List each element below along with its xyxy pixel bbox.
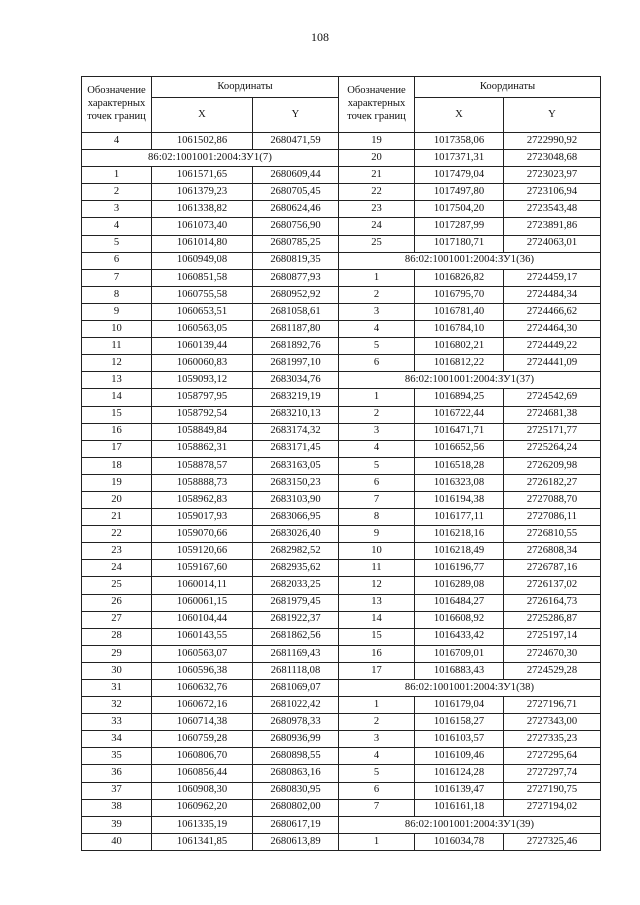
header-y-left: Y <box>253 98 339 133</box>
point-number: 14 <box>82 389 152 406</box>
x-value: 1060672,16 <box>152 697 253 714</box>
x-value: 1058962,83 <box>152 491 253 508</box>
y-value: 2727194,02 <box>504 799 601 816</box>
point-number: 1 <box>339 697 415 714</box>
point-number: 21 <box>339 167 415 184</box>
x-value: 1016139,47 <box>415 782 504 799</box>
point-number: 2 <box>339 714 415 731</box>
x-value: 1060061,15 <box>152 594 253 611</box>
table-row <box>82 440 601 457</box>
table-row <box>82 303 601 320</box>
y-value: 2680785,25 <box>253 235 339 252</box>
y-value: 2724484,34 <box>504 286 601 303</box>
table-row <box>82 372 601 389</box>
y-value: 2726808,34 <box>504 543 601 560</box>
y-value: 2680830,95 <box>253 782 339 799</box>
point-number: 3 <box>339 423 415 440</box>
x-value: 1060653,51 <box>152 303 253 320</box>
x-value: 1060806,70 <box>152 748 253 765</box>
point-number: 13 <box>339 594 415 611</box>
x-value: 1016179,04 <box>415 697 504 714</box>
point-number: 1 <box>339 389 415 406</box>
y-value: 2681922,37 <box>253 611 339 628</box>
y-value: 2725264,24 <box>504 440 601 457</box>
section-label: 86:02:1001001:2004:ЗУ1(37) <box>339 372 601 389</box>
y-value: 2683026,40 <box>253 526 339 543</box>
x-value: 1060563,07 <box>152 645 253 662</box>
point-number: 20 <box>82 491 152 508</box>
table-row <box>82 509 601 526</box>
y-value: 2681997,10 <box>253 355 339 372</box>
x-value: 1017358,06 <box>415 133 504 150</box>
y-value: 2681058,61 <box>253 303 339 320</box>
point-number: 4 <box>339 440 415 457</box>
point-number: 6 <box>339 355 415 372</box>
x-value: 1017504,20 <box>415 201 504 218</box>
y-value: 2727297,74 <box>504 765 601 782</box>
y-value: 2680617,19 <box>253 816 339 833</box>
y-value: 2681069,07 <box>253 680 339 697</box>
table-row <box>82 799 601 816</box>
x-value: 1060755,58 <box>152 286 253 303</box>
header-coordinates-left: Координаты <box>152 77 339 98</box>
point-number: 21 <box>82 509 152 526</box>
table-row <box>82 201 601 218</box>
y-value: 2683171,45 <box>253 440 339 457</box>
x-value: 1060139,44 <box>152 338 253 355</box>
table-row <box>82 577 601 594</box>
x-value: 1060014,11 <box>152 577 253 594</box>
y-value: 2723048,68 <box>504 150 601 167</box>
y-value: 2725171,77 <box>504 423 601 440</box>
x-value: 1060060,83 <box>152 355 253 372</box>
header-y-right: Y <box>504 98 601 133</box>
table-row <box>82 816 601 833</box>
y-value: 2680802,00 <box>253 799 339 816</box>
point-number: 15 <box>339 628 415 645</box>
point-number: 14 <box>339 611 415 628</box>
point-number: 13 <box>82 372 152 389</box>
y-value: 2680609,44 <box>253 167 339 184</box>
header-designation-left: Обозначение характерных точек границ <box>82 77 152 133</box>
point-number: 17 <box>82 440 152 457</box>
table-row <box>82 748 601 765</box>
x-value: 1017371,31 <box>415 150 504 167</box>
point-number: 6 <box>82 252 152 269</box>
x-value: 1060949,08 <box>152 252 253 269</box>
point-number: 6 <box>339 782 415 799</box>
point-number: 24 <box>339 218 415 235</box>
y-value: 2683066,95 <box>253 509 339 526</box>
y-value: 2681118,08 <box>253 662 339 679</box>
table-row <box>82 491 601 508</box>
x-value: 1061379,23 <box>152 184 253 201</box>
y-value: 2727335,23 <box>504 731 601 748</box>
table-row <box>82 833 601 850</box>
x-value: 1016781,40 <box>415 303 504 320</box>
y-value: 2724464,30 <box>504 321 601 338</box>
y-value: 2682935,62 <box>253 560 339 577</box>
point-number: 7 <box>339 799 415 816</box>
x-value: 1016218,16 <box>415 526 504 543</box>
y-value: 2681187,80 <box>253 321 339 338</box>
y-value: 2724466,62 <box>504 303 601 320</box>
table-row <box>82 645 601 662</box>
x-value: 1060104,44 <box>152 611 253 628</box>
point-number: 12 <box>82 355 152 372</box>
point-number: 8 <box>339 509 415 526</box>
header-coordinates-right: Координаты <box>415 77 601 98</box>
x-value: 1017287,99 <box>415 218 504 235</box>
y-value: 2723891,86 <box>504 218 601 235</box>
x-value: 1016177,11 <box>415 509 504 526</box>
point-number: 7 <box>82 269 152 286</box>
header-x-left: X <box>152 98 253 133</box>
point-number: 3 <box>339 731 415 748</box>
x-value: 1061338,82 <box>152 201 253 218</box>
point-number: 18 <box>82 457 152 474</box>
point-number: 25 <box>82 577 152 594</box>
y-value: 2724681,38 <box>504 406 601 423</box>
table-row <box>82 150 601 167</box>
x-value: 1060908,30 <box>152 782 253 799</box>
table-row <box>82 765 601 782</box>
y-value: 2681892,76 <box>253 338 339 355</box>
point-number: 8 <box>82 286 152 303</box>
x-value: 1016161,18 <box>415 799 504 816</box>
y-value: 2681979,45 <box>253 594 339 611</box>
y-value: 2723543,48 <box>504 201 601 218</box>
x-value: 1059167,60 <box>152 560 253 577</box>
x-value: 1061571,65 <box>152 167 253 184</box>
point-number: 2 <box>339 286 415 303</box>
table-row <box>82 321 601 338</box>
y-value: 2727190,75 <box>504 782 601 799</box>
point-number: 20 <box>339 150 415 167</box>
x-value: 1016784,10 <box>415 321 504 338</box>
x-value: 1016795,70 <box>415 286 504 303</box>
x-value: 1059017,93 <box>152 509 253 526</box>
y-value: 2727325,46 <box>504 833 601 850</box>
y-value: 2726182,27 <box>504 474 601 491</box>
x-value: 1058862,31 <box>152 440 253 457</box>
point-number: 24 <box>82 560 152 577</box>
table-row <box>82 680 601 697</box>
y-value: 2726209,98 <box>504 457 601 474</box>
table-row <box>82 406 601 423</box>
point-number: 40 <box>82 833 152 850</box>
page-number: 108 <box>311 30 329 44</box>
point-number: 11 <box>82 338 152 355</box>
table-row <box>82 457 601 474</box>
point-number: 36 <box>82 765 152 782</box>
y-value: 2682982,52 <box>253 543 339 560</box>
y-value: 2722990,92 <box>504 133 601 150</box>
y-value: 2681862,56 <box>253 628 339 645</box>
x-value: 1059070,66 <box>152 526 253 543</box>
section-label: 86:02:1001001:2004:ЗУ1(38) <box>339 680 601 697</box>
point-number: 32 <box>82 697 152 714</box>
x-value: 1016158,27 <box>415 714 504 731</box>
x-value: 1016218,49 <box>415 543 504 560</box>
y-value: 2680877,93 <box>253 269 339 286</box>
x-value: 1061335,19 <box>152 816 253 833</box>
x-value: 1016812,22 <box>415 355 504 372</box>
x-value: 1016883,43 <box>415 662 504 679</box>
point-number: 4 <box>339 321 415 338</box>
table-row <box>82 235 601 252</box>
x-value: 1060632,76 <box>152 680 253 697</box>
point-number: 1 <box>339 269 415 286</box>
y-value: 2724670,30 <box>504 645 601 662</box>
y-value: 2724542,69 <box>504 389 601 406</box>
x-value: 1016196,77 <box>415 560 504 577</box>
table-row <box>82 252 601 269</box>
x-value: 1016471,71 <box>415 423 504 440</box>
y-value: 2724459,17 <box>504 269 601 286</box>
point-number: 2 <box>339 406 415 423</box>
x-value: 1016709,01 <box>415 645 504 662</box>
table-row <box>82 338 601 355</box>
y-value: 2725197,14 <box>504 628 601 645</box>
x-value: 1016608,92 <box>415 611 504 628</box>
y-value: 2726787,16 <box>504 560 601 577</box>
point-number: 38 <box>82 799 152 816</box>
y-value: 2723023,97 <box>504 167 601 184</box>
x-value: 1060856,44 <box>152 765 253 782</box>
x-value: 1016826,82 <box>415 269 504 286</box>
x-value: 1060143,55 <box>152 628 253 645</box>
table-row <box>82 184 601 201</box>
point-number: 2 <box>82 184 152 201</box>
table-row <box>82 560 601 577</box>
y-value: 2680756,90 <box>253 218 339 235</box>
table-row <box>82 782 601 799</box>
y-value: 2683174,32 <box>253 423 339 440</box>
table-row <box>82 389 601 406</box>
table-row <box>82 714 601 731</box>
table-row <box>82 423 601 440</box>
x-value: 1016124,28 <box>415 765 504 782</box>
point-number: 16 <box>339 645 415 662</box>
x-value: 1060563,05 <box>152 321 253 338</box>
x-value: 1016194,38 <box>415 491 504 508</box>
point-number: 5 <box>82 235 152 252</box>
section-label: 86:02:1001001:2004:ЗУ1(36) <box>339 252 601 269</box>
x-value: 1016484,27 <box>415 594 504 611</box>
table-row <box>82 628 601 645</box>
y-value: 2680898,55 <box>253 748 339 765</box>
x-value: 1016109,46 <box>415 748 504 765</box>
point-number: 1 <box>82 167 152 184</box>
y-value: 2680863,16 <box>253 765 339 782</box>
table-row <box>82 662 601 679</box>
x-value: 1016289,08 <box>415 577 504 594</box>
point-number: 4 <box>82 133 152 150</box>
y-value: 2680819,35 <box>253 252 339 269</box>
x-value: 1017479,04 <box>415 167 504 184</box>
point-number: 23 <box>82 543 152 560</box>
y-value: 2683103,90 <box>253 491 339 508</box>
table-row <box>82 218 601 235</box>
table-row <box>82 286 601 303</box>
point-number: 9 <box>82 303 152 320</box>
point-number: 25 <box>339 235 415 252</box>
point-number: 19 <box>339 133 415 150</box>
point-number: 5 <box>339 338 415 355</box>
point-number: 1 <box>339 833 415 850</box>
point-number: 10 <box>82 321 152 338</box>
table-row <box>82 611 601 628</box>
y-value: 2725286,87 <box>504 611 601 628</box>
section-label: 86:02:1001001:2004:ЗУ1(7) <box>82 150 339 167</box>
x-value: 1058792,54 <box>152 406 253 423</box>
section-label: 86:02:1001001:2004:ЗУ1(39) <box>339 816 601 833</box>
y-value: 2724449,22 <box>504 338 601 355</box>
table-row <box>82 474 601 491</box>
table-row <box>82 697 601 714</box>
y-value: 2683219,19 <box>253 389 339 406</box>
table-row <box>82 731 601 748</box>
x-value: 1016652,56 <box>415 440 504 457</box>
y-value: 2724063,01 <box>504 235 601 252</box>
point-number: 19 <box>82 474 152 491</box>
x-value: 1058878,57 <box>152 457 253 474</box>
point-number: 30 <box>82 662 152 679</box>
y-value: 2724441,09 <box>504 355 601 372</box>
x-value: 1017180,71 <box>415 235 504 252</box>
x-value: 1016894,25 <box>415 389 504 406</box>
y-value: 2683150,23 <box>253 474 339 491</box>
point-number: 23 <box>339 201 415 218</box>
y-value: 2723106,94 <box>504 184 601 201</box>
x-value: 1016323,08 <box>415 474 504 491</box>
x-value: 1060851,58 <box>152 269 253 286</box>
y-value: 2682033,25 <box>253 577 339 594</box>
y-value: 2680978,33 <box>253 714 339 731</box>
header-x-right: X <box>415 98 504 133</box>
point-number: 7 <box>339 491 415 508</box>
table-row <box>82 543 601 560</box>
y-value: 2727086,11 <box>504 509 601 526</box>
y-value: 2680705,45 <box>253 184 339 201</box>
y-value: 2726810,55 <box>504 526 601 543</box>
header-designation-right: Обозначение характерных точек границ <box>339 77 415 133</box>
y-value: 2683034,76 <box>253 372 339 389</box>
y-value: 2680624,46 <box>253 201 339 218</box>
y-value: 2680613,89 <box>253 833 339 850</box>
y-value: 2680471,59 <box>253 133 339 150</box>
y-value: 2724529,28 <box>504 662 601 679</box>
point-number: 5 <box>339 457 415 474</box>
x-value: 1059093,12 <box>152 372 253 389</box>
point-number: 11 <box>339 560 415 577</box>
point-number: 37 <box>82 782 152 799</box>
point-number: 22 <box>339 184 415 201</box>
point-number: 15 <box>82 406 152 423</box>
x-value: 1016518,28 <box>415 457 504 474</box>
point-number: 3 <box>82 201 152 218</box>
table-body <box>82 133 601 851</box>
y-value: 2681169,43 <box>253 645 339 662</box>
y-value: 2727343,00 <box>504 714 601 731</box>
table-row <box>82 526 601 543</box>
y-value: 2680936,99 <box>253 731 339 748</box>
y-value: 2681022,42 <box>253 697 339 714</box>
table-row <box>82 355 601 372</box>
y-value: 2727196,71 <box>504 697 601 714</box>
point-number: 27 <box>82 611 152 628</box>
y-value: 2727295,64 <box>504 748 601 765</box>
x-value: 1060962,20 <box>152 799 253 816</box>
point-number: 17 <box>339 662 415 679</box>
point-number: 16 <box>82 423 152 440</box>
x-value: 1016103,57 <box>415 731 504 748</box>
point-number: 6 <box>339 474 415 491</box>
x-value: 1017497,80 <box>415 184 504 201</box>
point-number: 12 <box>339 577 415 594</box>
table-row <box>82 269 601 286</box>
point-number: 10 <box>339 543 415 560</box>
x-value: 1016722,44 <box>415 406 504 423</box>
table-row <box>82 594 601 611</box>
point-number: 3 <box>339 303 415 320</box>
point-number: 28 <box>82 628 152 645</box>
x-value: 1016433,42 <box>415 628 504 645</box>
point-number: 31 <box>82 680 152 697</box>
point-number: 29 <box>82 645 152 662</box>
x-value: 1061502,86 <box>152 133 253 150</box>
y-value: 2726164,73 <box>504 594 601 611</box>
table-row <box>82 133 601 150</box>
x-value: 1061073,40 <box>152 218 253 235</box>
point-number: 22 <box>82 526 152 543</box>
x-value: 1060596,38 <box>152 662 253 679</box>
x-value: 1058797,95 <box>152 389 253 406</box>
x-value: 1059120,66 <box>152 543 253 560</box>
point-number: 33 <box>82 714 152 731</box>
x-value: 1060714,38 <box>152 714 253 731</box>
table-row <box>82 167 601 184</box>
point-number: 35 <box>82 748 152 765</box>
y-value: 2683163,05 <box>253 457 339 474</box>
x-value: 1061341,85 <box>152 833 253 850</box>
x-value: 1060759,28 <box>152 731 253 748</box>
point-number: 39 <box>82 816 152 833</box>
point-number: 4 <box>82 218 152 235</box>
point-number: 5 <box>339 765 415 782</box>
y-value: 2727088,70 <box>504 491 601 508</box>
x-value: 1058888,73 <box>152 474 253 491</box>
coordinates-table <box>81 76 601 851</box>
point-number: 4 <box>339 748 415 765</box>
point-number: 9 <box>339 526 415 543</box>
x-value: 1016802,21 <box>415 338 504 355</box>
x-value: 1058849,84 <box>152 423 253 440</box>
point-number: 34 <box>82 731 152 748</box>
y-value: 2726137,02 <box>504 577 601 594</box>
point-number: 26 <box>82 594 152 611</box>
y-value: 2683210,13 <box>253 406 339 423</box>
y-value: 2680952,92 <box>253 286 339 303</box>
x-value: 1016034,78 <box>415 833 504 850</box>
x-value: 1061014,80 <box>152 235 253 252</box>
